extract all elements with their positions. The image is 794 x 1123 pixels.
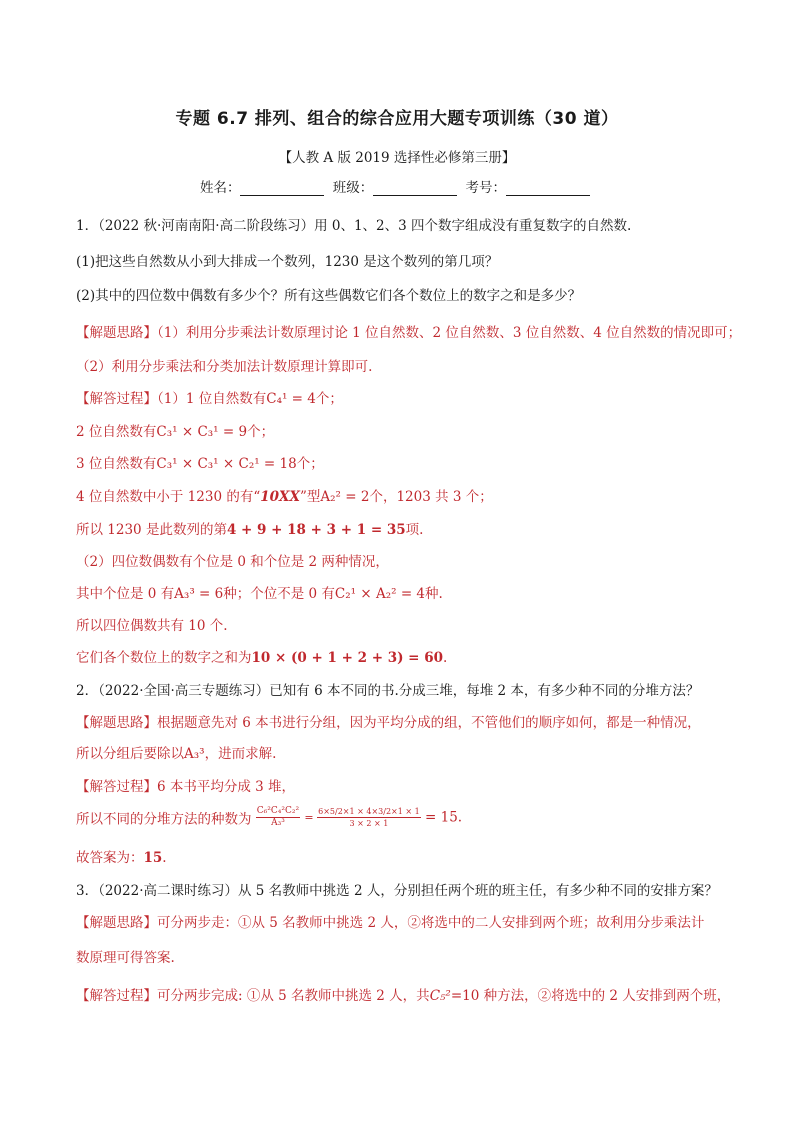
q2-frac-right-num: 6×5/2×1 × 4×3/2×1 × 1 bbox=[318, 807, 420, 816]
q2-idea2-math: A₃³ bbox=[184, 746, 205, 762]
q1-proc-2 bbox=[76, 420, 274, 440]
q2-ans-label: 故答案为： bbox=[76, 850, 144, 866]
class-label: 班级： bbox=[332, 180, 374, 196]
q1-idea-text2: （2）利用分步乘法和分类加法计数原理计算即可. bbox=[76, 359, 373, 375]
id-label: 考号： bbox=[465, 180, 507, 196]
q1-l5-end: 项. bbox=[405, 522, 424, 538]
q1-l2-text: 2 位自然数有 bbox=[76, 424, 157, 440]
q1-l3-text: 3 位自然数有 bbox=[76, 456, 157, 472]
q1-l7-mid: 种；个位不是 0 有 bbox=[223, 586, 335, 602]
q1-proc-7 bbox=[76, 582, 443, 602]
q2-ans-value: 15 bbox=[143, 850, 163, 866]
q1-l9-text: 它们各个数位上的数字之和为 bbox=[76, 650, 252, 666]
q2-answer bbox=[76, 846, 167, 866]
q3-proc-math: C₅² bbox=[429, 988, 451, 1004]
q1-proc-6: （2）四位数偶数有个位是 0 和个位是 2 两种情况， bbox=[76, 554, 389, 570]
q1-proc-9 bbox=[76, 646, 447, 666]
q1-part1: (1)把这些自然数从小到大排成一个数列，1230 是这个数列的第几项？ bbox=[76, 254, 499, 270]
student-info-row bbox=[0, 176, 794, 196]
q2-frac-right-den: 3 × 2 × 1 bbox=[349, 819, 389, 828]
q3-idea-text2: 数原理可得答案. bbox=[76, 950, 175, 966]
q1-l9-math: 10 × (0 + 1 + 2 + 3) = 60 bbox=[251, 650, 443, 666]
q2-proc-2: 所以不同的分堆方法的种数为 $\frac{\text{C₆²C₄²C₂²}}{\text{A₃³}}$ = $\frac{6\times 5/2\times 1 \times 4\times 3/2\times 1 \times 1}{3 \times 2 \times 1}$ = 15. bbox=[76, 806, 463, 828]
q1-l4-math1: 10XX bbox=[260, 489, 300, 505]
q3-idea-text: 可分两步走：①从 5 名教师中挑选 2 人，②将选中的二人安排到两个班；故利用分步乘法计 bbox=[157, 915, 705, 931]
q1-part2: (2)其中的四位数中偶数有多少个？所有这些偶数它们各个数位上的数字之和是多少？ bbox=[76, 288, 582, 304]
page-subtitle: 【人教 A 版 2019 选择性必修第三册】 bbox=[278, 150, 516, 166]
q3-idea bbox=[76, 911, 704, 931]
q1-l2-end: 个； bbox=[247, 424, 275, 440]
q2-idea2-end: ，进而求解. bbox=[204, 746, 277, 762]
q3-proc-text: 可分两步完成: ①从 5 名教师中挑选 2 人，共 bbox=[157, 988, 430, 1004]
q2-proc-text: 6 本书平均分成 3 堆， bbox=[157, 779, 296, 795]
q1-l3-end: 个； bbox=[296, 456, 324, 472]
class-blank[interactable] bbox=[373, 181, 457, 196]
name-label: 姓名： bbox=[199, 180, 241, 196]
q2-frac-left-den: A₃³ bbox=[271, 818, 285, 828]
q1-proc-8: 所以四位偶数共有 10 个. bbox=[76, 618, 228, 634]
q2-idea2-text: 所以分组后要除以 bbox=[76, 746, 184, 762]
id-blank[interactable] bbox=[506, 181, 590, 196]
q3-stem: 3．（2022·高二课时练习）从 5 名教师中挑选 2 人，分别担任两个班的班主任，有多少种不同的安排方案？ bbox=[76, 883, 718, 899]
name-blank[interactable] bbox=[240, 181, 324, 196]
q1-idea-tag: 【解题思路】 bbox=[76, 325, 157, 341]
q1-stem: 1．（2022 秋·河南南阳·高二阶段练习）用 0、1、2、3 四个数字组成没有重复数字的自然数. bbox=[76, 218, 632, 234]
q2-fraction-left bbox=[256, 806, 300, 829]
q1-proc-5 bbox=[76, 518, 423, 538]
q2-l2-result: = 15. bbox=[425, 809, 463, 826]
q1-l7-end: 种. bbox=[425, 586, 443, 602]
q1-proc-tag: 【解答过程】 bbox=[76, 391, 157, 407]
q1-l4-end: 个，1203 共 3 个； bbox=[369, 489, 493, 505]
q1-l5-text: 所以 1230 是此数列的第 bbox=[76, 522, 227, 538]
q2-frac-left-num: C₆²C₄²C₂² bbox=[256, 806, 300, 816]
q1-l4-mid: ”型 bbox=[299, 489, 321, 505]
q1-idea-text: （1）利用分步乘法计数原理讨论 1 位自然数、2 位自然数、3 位自然数、4 位自然数的情况即可； bbox=[157, 325, 742, 341]
q1-l7-math2: C₂¹ × A₂² = 4 bbox=[334, 586, 426, 602]
q3-proc-tag: 【解答过程】 bbox=[76, 988, 157, 1004]
q1-l5-math: 4 + 9 + 18 + 3 + 1 = 35 bbox=[226, 522, 406, 538]
q1-proc-1 bbox=[76, 387, 343, 407]
q2-proc bbox=[76, 775, 295, 795]
q1-idea bbox=[76, 321, 741, 341]
q1-l7-math1: A₃³ = 6 bbox=[174, 586, 224, 602]
q1-l4-math2: A₂² = 2 bbox=[320, 489, 370, 505]
q1-l7-text: 其中个位是 0 有 bbox=[76, 586, 175, 602]
q1-l9-end: . bbox=[442, 650, 448, 666]
q2-stem: 2．（2022·全国·高三专题练习）已知有 6 本不同的书.分成三堆，每堆 2 本，有多少种不同的分堆方法？ bbox=[76, 683, 700, 699]
q2-idea-tag: 【解题思路】 bbox=[76, 715, 157, 731]
q1-l2-math: C₃¹ × C₃¹ = 9 bbox=[156, 424, 248, 440]
q1-proc-4 bbox=[76, 485, 493, 505]
q3-proc bbox=[76, 984, 730, 1004]
q2-idea-text: 根据题意先对 6 本书进行分组，因为平均分成的组，不管他们的顺序如何，都是一种情况， bbox=[157, 715, 701, 731]
q2-l2-text: 所以不同的分堆方法的种数为 bbox=[76, 811, 252, 828]
q2-idea bbox=[76, 711, 701, 731]
q2-idea-2 bbox=[76, 742, 276, 762]
q3-proc-end: =10 种方法，②将选中的 2 人安排到两个班， bbox=[450, 988, 731, 1004]
q2-ans-end: . bbox=[162, 850, 167, 866]
q2-proc-tag: 【解答过程】 bbox=[76, 779, 157, 795]
page-title: 专题 6.7 排列、组合的综合应用大题专项训练（30 道） bbox=[175, 109, 619, 129]
q1-l1-text: （1）1 位自然数有 bbox=[157, 391, 267, 407]
q1-proc-3 bbox=[76, 452, 324, 472]
q1-l1-math: C₄¹ = 4 bbox=[266, 391, 316, 407]
q1-l4-text: 4 位自然数中小于 1230 的有“ bbox=[76, 489, 261, 505]
q1-l3-math: C₃¹ × C₃¹ × C₂¹ = 18 bbox=[156, 456, 297, 472]
q3-idea-tag: 【解题思路】 bbox=[76, 915, 157, 931]
q1-l1-end: 个； bbox=[315, 391, 343, 407]
q2-fraction-right bbox=[317, 806, 421, 829]
